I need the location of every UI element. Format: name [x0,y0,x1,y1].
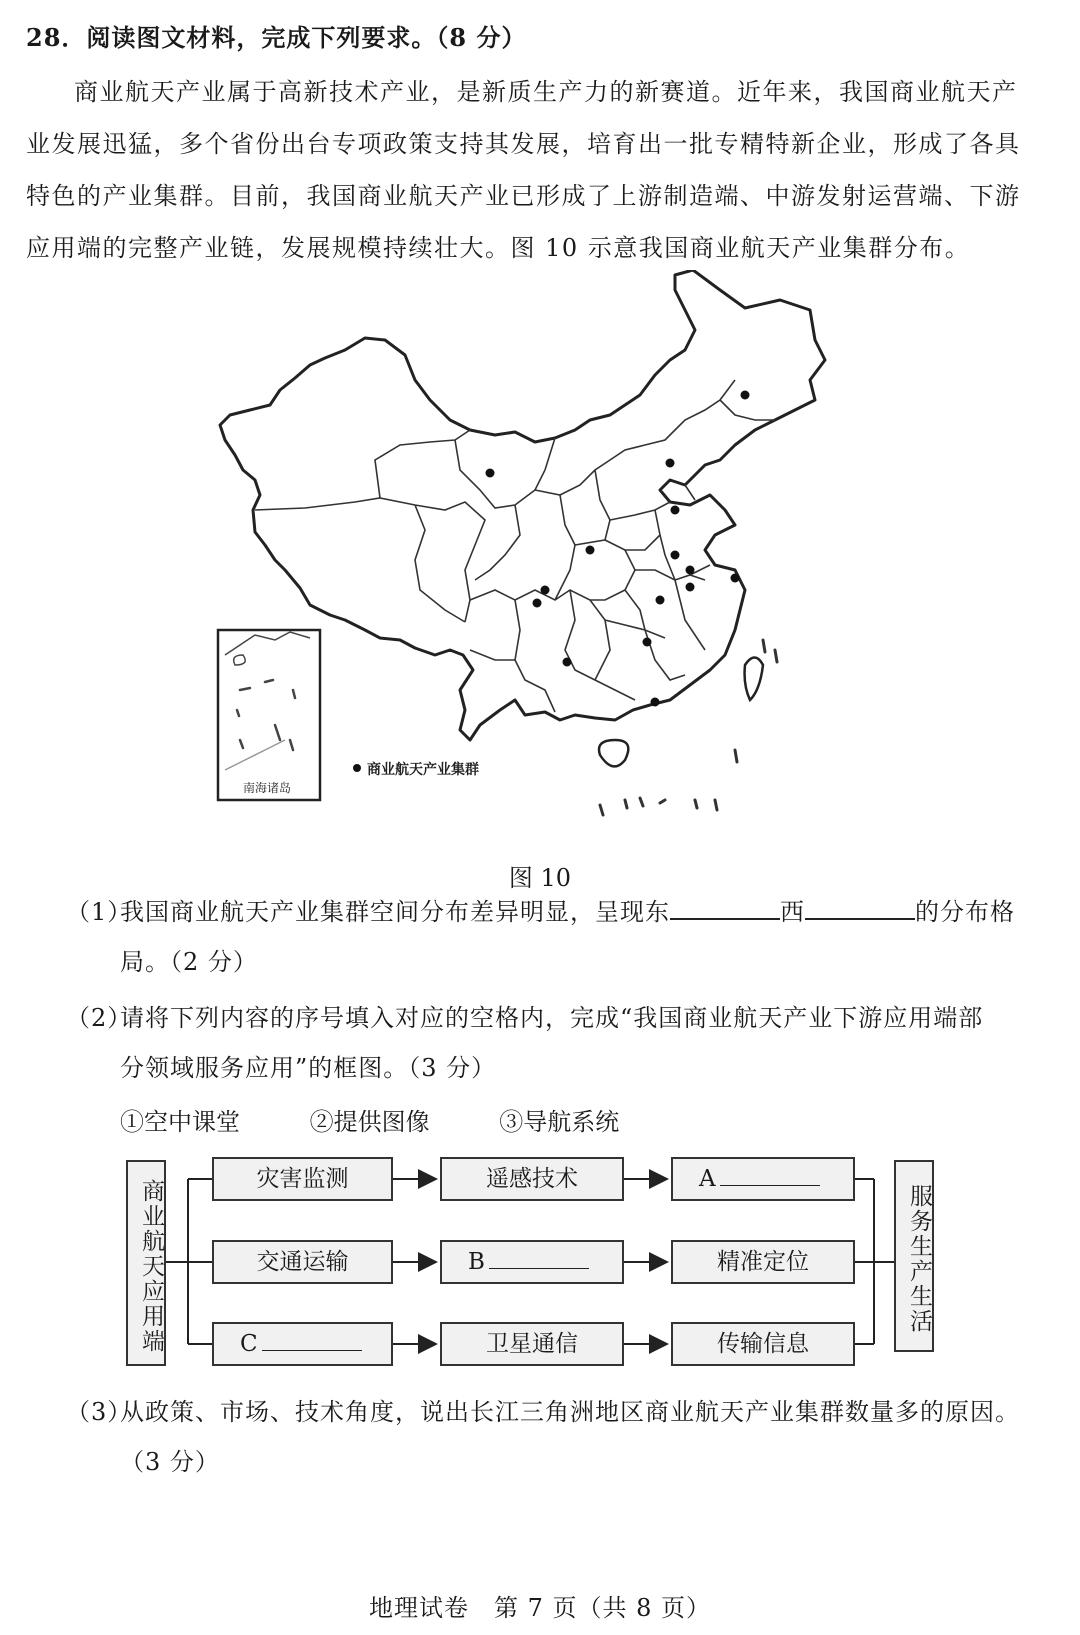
china-map-figure [215,270,835,850]
cluster-dot [486,469,495,478]
flow-row3-col3: 传输信息 [671,1322,855,1366]
material-line-1: 商业航天产业属于高新技术产业，是新质生产力的新赛道。近年来，我国商业航天产 [74,78,1018,106]
subquestion-1-text-c: 的分布格 [915,898,1015,926]
blank-label-b: B [468,1249,485,1275]
subquestion-3-line-1: 从政策、市场、技术角度，说出长江三角洲地区商业航天产业集群数量多的原因。 [120,1398,1020,1426]
china-map [215,270,835,850]
subquestion-1-number: （1） [66,898,133,926]
answer-line-c [262,1332,362,1351]
cluster-dot [533,599,542,608]
blank-label-a: A [699,1166,716,1192]
subquestion-2-line-1: 请将下列内容的序号填入对应的空格内，完成“我国商业航天产业下游应用端部 [120,1004,984,1032]
cluster-dot [586,546,595,555]
cluster-dot [686,566,695,575]
option-list [120,1102,681,1137]
flow-row3-col2: 卫星通信 [440,1322,624,1366]
flow-row2-col2-blank-b[interactable] [440,1240,624,1284]
subquestion-3-line-2: （3 分） [120,1448,220,1476]
subquestion-1-line-2: 局。（2 分） [120,948,258,976]
subquestion-3-number: （3） [66,1398,133,1426]
south-china-sea-inset [218,630,320,800]
answer-line-a [720,1167,820,1186]
map-legend: 商业航天产业集群 [367,762,479,778]
subquestion-1-text-b: 西 [780,898,805,926]
subquestion-2-number: （2） [66,1004,133,1032]
flow-row1-col1: 灾害监测 [212,1157,393,1201]
figure-caption: 图 10 [508,864,572,892]
flow-right-label: 服务生产生活 [894,1160,934,1352]
answer-blank-east[interactable] [670,896,780,920]
option-1: ①空中课堂 [120,1108,240,1136]
material-line-2: 业发展迅猛，多个省份出台专项政策支持其发展，培育出一批专精特新企业，形成了各具 [26,130,1021,158]
material-paragraph [26,66,1056,274]
flow-row2-col3: 精准定位 [671,1240,855,1284]
legend-dot [353,764,361,772]
flow-row1-col3-blank-a[interactable] [671,1157,855,1201]
subquestion-2-line-2: 分领域服务应用”的框图。（3 分） [120,1054,497,1082]
material-line-3: 特色的产业集群。目前，我国商业航天产业已形成了上游制造端、中游发射运营端、下游 [26,182,1021,210]
flow-row2-col1: 交通运输 [212,1240,393,1284]
cluster-dot [656,596,665,605]
flow-row3-col1-blank-c[interactable] [212,1322,393,1366]
inset-label: 南海诸岛 [242,781,292,795]
answer-line-b [489,1250,589,1269]
cluster-dot [741,391,750,400]
cluster-dot [666,459,675,468]
blank-label-c: C [240,1331,258,1357]
cluster-dot [731,574,740,583]
subquestion-1-text [120,892,1015,927]
option-3: ③导航系统 [499,1108,620,1136]
question-title: 28．阅读图文材料，完成下列要求。（8 分） [26,23,527,52]
cluster-dot [643,638,652,647]
cluster-dot [541,586,550,595]
flow-row1-col2: 遥感技术 [440,1157,624,1201]
subquestion-1-text-a: 我国商业航天产业集群空间分布差异明显，呈现东 [120,898,670,926]
material-line-4: 应用端的完整产业链，发展规模持续壮大。图 10 示意我国商业航天产业集群分布。 [26,234,971,262]
page-footer: 地理试卷 第 7 页（共 8 页） [368,1594,712,1622]
option-2: ②提供图像 [309,1108,430,1136]
cluster-dot [686,583,695,592]
answer-blank-west[interactable] [805,896,915,920]
cluster-dot [651,698,660,707]
flow-left-label: 商业航天应用端 [126,1160,166,1366]
cluster-dot [671,551,680,560]
cluster-dot [671,506,680,515]
cluster-dot [563,658,572,667]
